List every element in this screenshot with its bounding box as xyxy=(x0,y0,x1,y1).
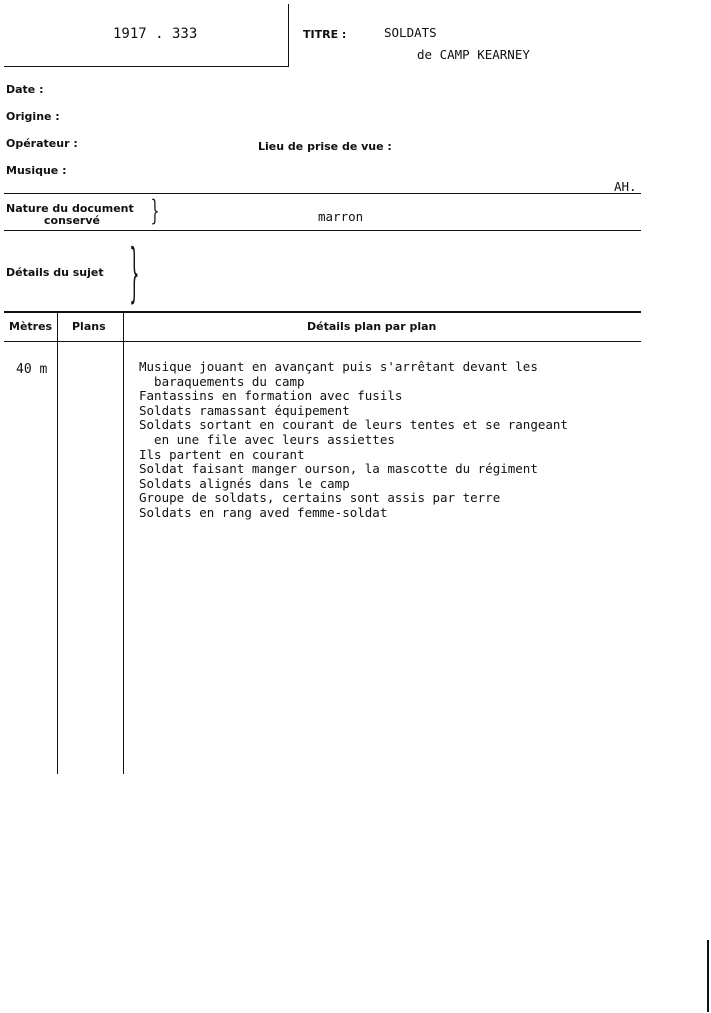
detail-line: Fantassins en formation avec fusils xyxy=(139,388,403,404)
details-list xyxy=(139,360,568,521)
detail-line: Soldat faisant manger ourson, la mascotte du régiment xyxy=(139,461,538,477)
detail-line: Soldats ramassant équipement xyxy=(139,402,350,418)
nature-brace: } xyxy=(150,194,160,227)
rule-nature-bottom xyxy=(4,230,641,231)
musique-label: Musique : xyxy=(6,164,67,177)
page-edge-mark xyxy=(707,940,709,1012)
header-box-bottom xyxy=(4,66,289,67)
initials: AH. xyxy=(614,179,637,194)
reference-number: 1917 . 333 xyxy=(113,26,198,42)
table-col-divider-2 xyxy=(123,311,124,774)
nature-label-line-2: conservé xyxy=(44,214,100,227)
detail-line: Musique jouant en avançant puis s'arrêtant devant les xyxy=(139,359,538,374)
metres-value: 40 m xyxy=(16,362,48,377)
title-line-2: de CAMP KEARNEY xyxy=(417,47,530,62)
operateur-label: Opérateur : xyxy=(6,137,78,150)
col-plans-header: Plans xyxy=(72,320,106,333)
detail-line: Soldats alignés dans le camp xyxy=(139,475,350,491)
details-sujet-brace: } xyxy=(129,236,140,310)
table-header-bottom xyxy=(4,341,641,342)
details-sujet-label: Détails du sujet xyxy=(6,266,104,279)
origine-label: Origine : xyxy=(6,110,60,123)
nature-value: marron xyxy=(318,209,364,224)
detail-line: Groupe de soldats, certains sont assis par terre xyxy=(139,490,501,506)
detail-line: baraquements du camp xyxy=(139,373,305,389)
titre-label: TITRE : xyxy=(303,28,347,41)
date-label: Date : xyxy=(6,83,44,96)
detail-line: en une file avec leurs assiettes xyxy=(139,431,395,447)
detail-line: Soldats en rang aved femme-soldat xyxy=(139,504,388,520)
col-metres-header: Mètres xyxy=(9,320,53,333)
lieu-label: Lieu de prise de vue : xyxy=(258,140,392,153)
col-details-header: Détails plan par plan xyxy=(307,320,437,333)
detail-line: Soldats sortant en courant de leurs tentes et se rangeant xyxy=(139,417,568,433)
title-line-1: SOLDATS xyxy=(384,25,437,40)
header-box-divider xyxy=(288,4,289,67)
detail-line: Ils partent en courant xyxy=(139,446,305,462)
rule-nature-top xyxy=(4,193,641,194)
table-header-top xyxy=(4,311,641,313)
nature-label-line-1: Nature du document xyxy=(6,202,134,215)
table-col-divider-1 xyxy=(57,311,58,774)
